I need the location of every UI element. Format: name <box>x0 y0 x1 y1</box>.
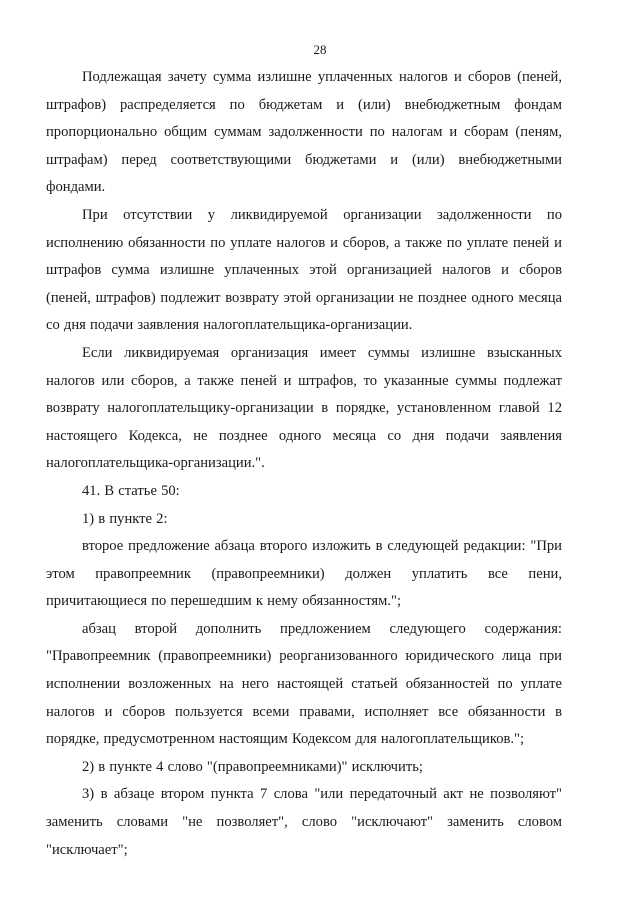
page-number: 28 <box>313 42 327 57</box>
paragraph-add-sentence-amendment: абзац второй дополнить предложением следующего содержания: "Правопреемник (правопреемники) реорганизованного юридического лица при исполнении возложенных на него настоящей статьей обязанностей по уплате налогов и сборов пользуется всеми правами, исполняет все обязанности в порядке, предусмотренном настоящим Кодексом для налогоплательщиков."; <box>46 620 562 748</box>
document-body <box>46 64 562 864</box>
paragraph-item-41: 41. В статье 50: <box>82 482 180 499</box>
paragraph-second-sentence-amendment: второе предложение абзаца второго изложить в следующей редакции: "При этом правопреемник (правопреемники) должен уплатить все пени, причитающиеся по перешедшим к нему обязанностям."; <box>46 538 562 610</box>
paragraph-subitem-3: 3) в абзаце втором пункта 7 слова "или передаточный акт не позволяют" заменить словами "не позволяет", слово "исключают" заменить словом "исключает"; <box>46 786 562 858</box>
paragraph-refund-no-debt: При отсутствии у ликвидируемой организации задолженности по исполнению обязанности по уплате налогов и сборов, а также по уплате пеней и штрафов сумма излишне уплаченных этой организацией налогов и сборов (пеней, штрафов) подлежит возврату этой организации не позднее одного месяца со дня подачи заявления налогоплательщика-организации. <box>46 206 562 334</box>
paragraph-subitem-1: 1) в пункте 2: <box>82 510 168 527</box>
paragraph-offset-distribution: Подлежащая зачету сумма излишне уплаченных налогов и сборов (пеней, штрафов) распределяется по бюджетам и (или) внебюджетным фондам пропорционально общим суммам задолженности по налогам и сборам (пеням, штрафам) перед соответствующими бюджетами и (или) внебюджетными фондами. <box>46 69 562 196</box>
paragraph-refund-overcollected: Если ликвидируемая организация имеет суммы излишне взысканных налогов или сборов, а также пеней и штрафов, то указанные суммы подлежат возврату налогоплательщику-организации в порядке, установленном главой 12 настоящего Кодекса, не позднее одного месяца со дня подачи заявления налогоплательщика-организации.". <box>46 344 562 472</box>
paragraph-subitem-2: 2) в пункте 4 слово "(правопреемниками)" исключить; <box>82 758 423 775</box>
